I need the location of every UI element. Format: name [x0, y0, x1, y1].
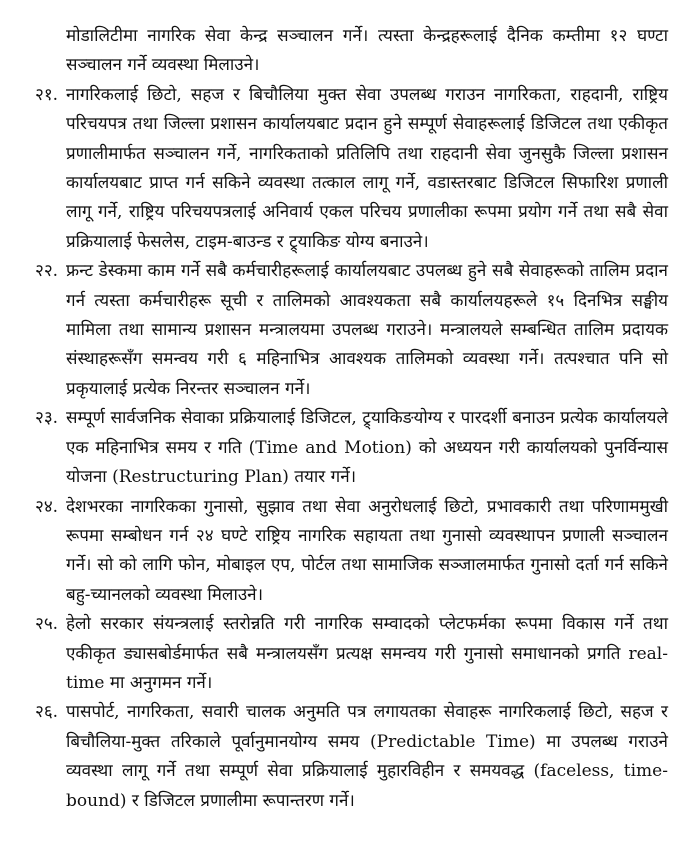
item-number: २५. — [35, 614, 59, 635]
continuation-paragraph: मोडालिटीमा नागरिक सेवा केन्द्र सञ्चालन गर्ने। त्यस्ता केन्द्रहरूलाई दैनिक कम्तीमा १२ घण्टा सञ्चालन गर्ने व्यवस्था मिलाउने। — [66, 26, 668, 76]
list-item-24 — [35, 493, 668, 611]
item-text: फ्रन्ट डेस्कमा काम गर्ने सबै कर्मचारीहरूलाई कार्यालयबाट उपलब्ध हुने सबै सेवाहरूको तालिम प्रदान गर्न त्यस्ता कर्मचारीहरू सूची र तालिमको आवश्यकता सबै कार्यालयहरूले १५ दिनभित्र सङ्घीय मामिला तथा सामान्य प्रशासन मन्त्रालयमा उपलब्ध गराउने। मन्त्रालयले सम्बन्धित तालिम प्रदायक संस्थाहरूसँग समन्वय गरी ६ महिनाभित्र आवश्यक तालिमको व्यवस्था गर्ने। तत्पश्चात पनि सो प्रकृयालाई प्रत्येक निरन्तर सञ्चालन गर्ने। — [66, 261, 668, 399]
item-number: २३. — [35, 408, 59, 429]
item-number: २१. — [35, 84, 59, 105]
item-text: हेलो सरकार संयन्त्रलाई स्तरोन्नति गरी नागरिक सम्वादको प्लेटफर्मका रूपमा विकास गर्ने तथा एकीकृत ड्यासबोर्डमार्फत सबै मन्त्रालयसँग प्रत्यक्ष समन्वय गरी गुनासो समाधानको प्रगति real-time मा अनुगमन गर्ने। — [66, 614, 668, 693]
item-number: २६. — [35, 702, 59, 723]
list-item-25 — [35, 610, 668, 698]
item-number: २२. — [35, 261, 59, 282]
item-text: पासपोर्ट, नागरिकता, सवारी चालक अनुमति पत्र लगायतका सेवाहरू नागरिकलाई छिटो, सहज र बिचौलिया-मुक्त तरिकाले पूर्वानुमानयोग्य समय (Predictable Time) मा उपलब्ध गराउने व्यवस्था लागू गर्ने तथा सम्पूर्ण सेवा प्रक्रियालाई मुहारविहीन र समयवद्ध (faceless, time-bound) र डिजिटल प्रणालीमा रूपान्तरण गर्ने। — [66, 702, 668, 811]
item-text: देशभरका नागरिकका गुनासो, सुझाव तथा सेवा अनुरोधलाई छिटो, प्रभावकारी तथा परिणाममुखी रूपमा सम्बोधन गर्न २४ घण्टे राष्ट्रिय नागरिक सहायता तथा गुनासो व्यवस्थापन प्रणाली सञ्चालन गर्ने। सो को लागि फोन, मोबाइल एप, पोर्टल तथा सामाजिक सञ्जालमार्फत गुनासो दर्ता गर्न सकिने बहु-च्यानलको व्यवस्था मिलाउने। — [66, 496, 668, 605]
item-number: २४. — [35, 496, 59, 517]
list-item-21 — [35, 81, 668, 257]
list-item-22 — [35, 257, 668, 404]
list-item-26 — [35, 698, 668, 816]
item-text: नागरिकलाई छिटो, सहज र बिचौलिया मुक्त सेवा उपलब्ध गराउन नागरिकता, राहदानी, राष्ट्रिय परिचयपत्र तथा जिल्ला प्रशासन कार्यालयबाट प्रदान हुने सम्पूर्ण सेवाहरूलाई डिजिटल तथा एकीकृत प्रणालीमार्फत सञ्चालन गर्ने, नागरिकताको प्रतिलिपि तथा राहदानी सेवा जुनसुकै जिल्ला प्रशासन कार्यालयबाट प्राप्त गर्न सकिने व्यवस्था तत्काल लागू गर्ने, वडास्तरबाट डिजिटल सिफारिश प्रणाली लागू गर्ने, राष्ट्रिय परिचयपत्रलाई अनिवार्य एकल परिचय प्रणालीका रूपमा प्रयोग गर्ने तथा सबै सेवा प्रक्रियालाई फेसलेस, टाइम-बाउन्ड र ट्र्याकिङ योग्य बनाउने। — [66, 84, 668, 252]
item-text: सम्पूर्ण सार्वजनिक सेवाका प्रक्रियालाई डिजिटल, ट्र्याकिङयोग्य र पारदर्शी बनाउन प्रत्येक कार्यालयले एक महिनाभित्र समय र गति (Time and Motion) को अध्ययन गरी कार्यालयको पुनर्विन्यास योजना (Restructuring Plan) तयार गर्ने। — [66, 408, 668, 488]
list-item-23 — [35, 404, 668, 492]
